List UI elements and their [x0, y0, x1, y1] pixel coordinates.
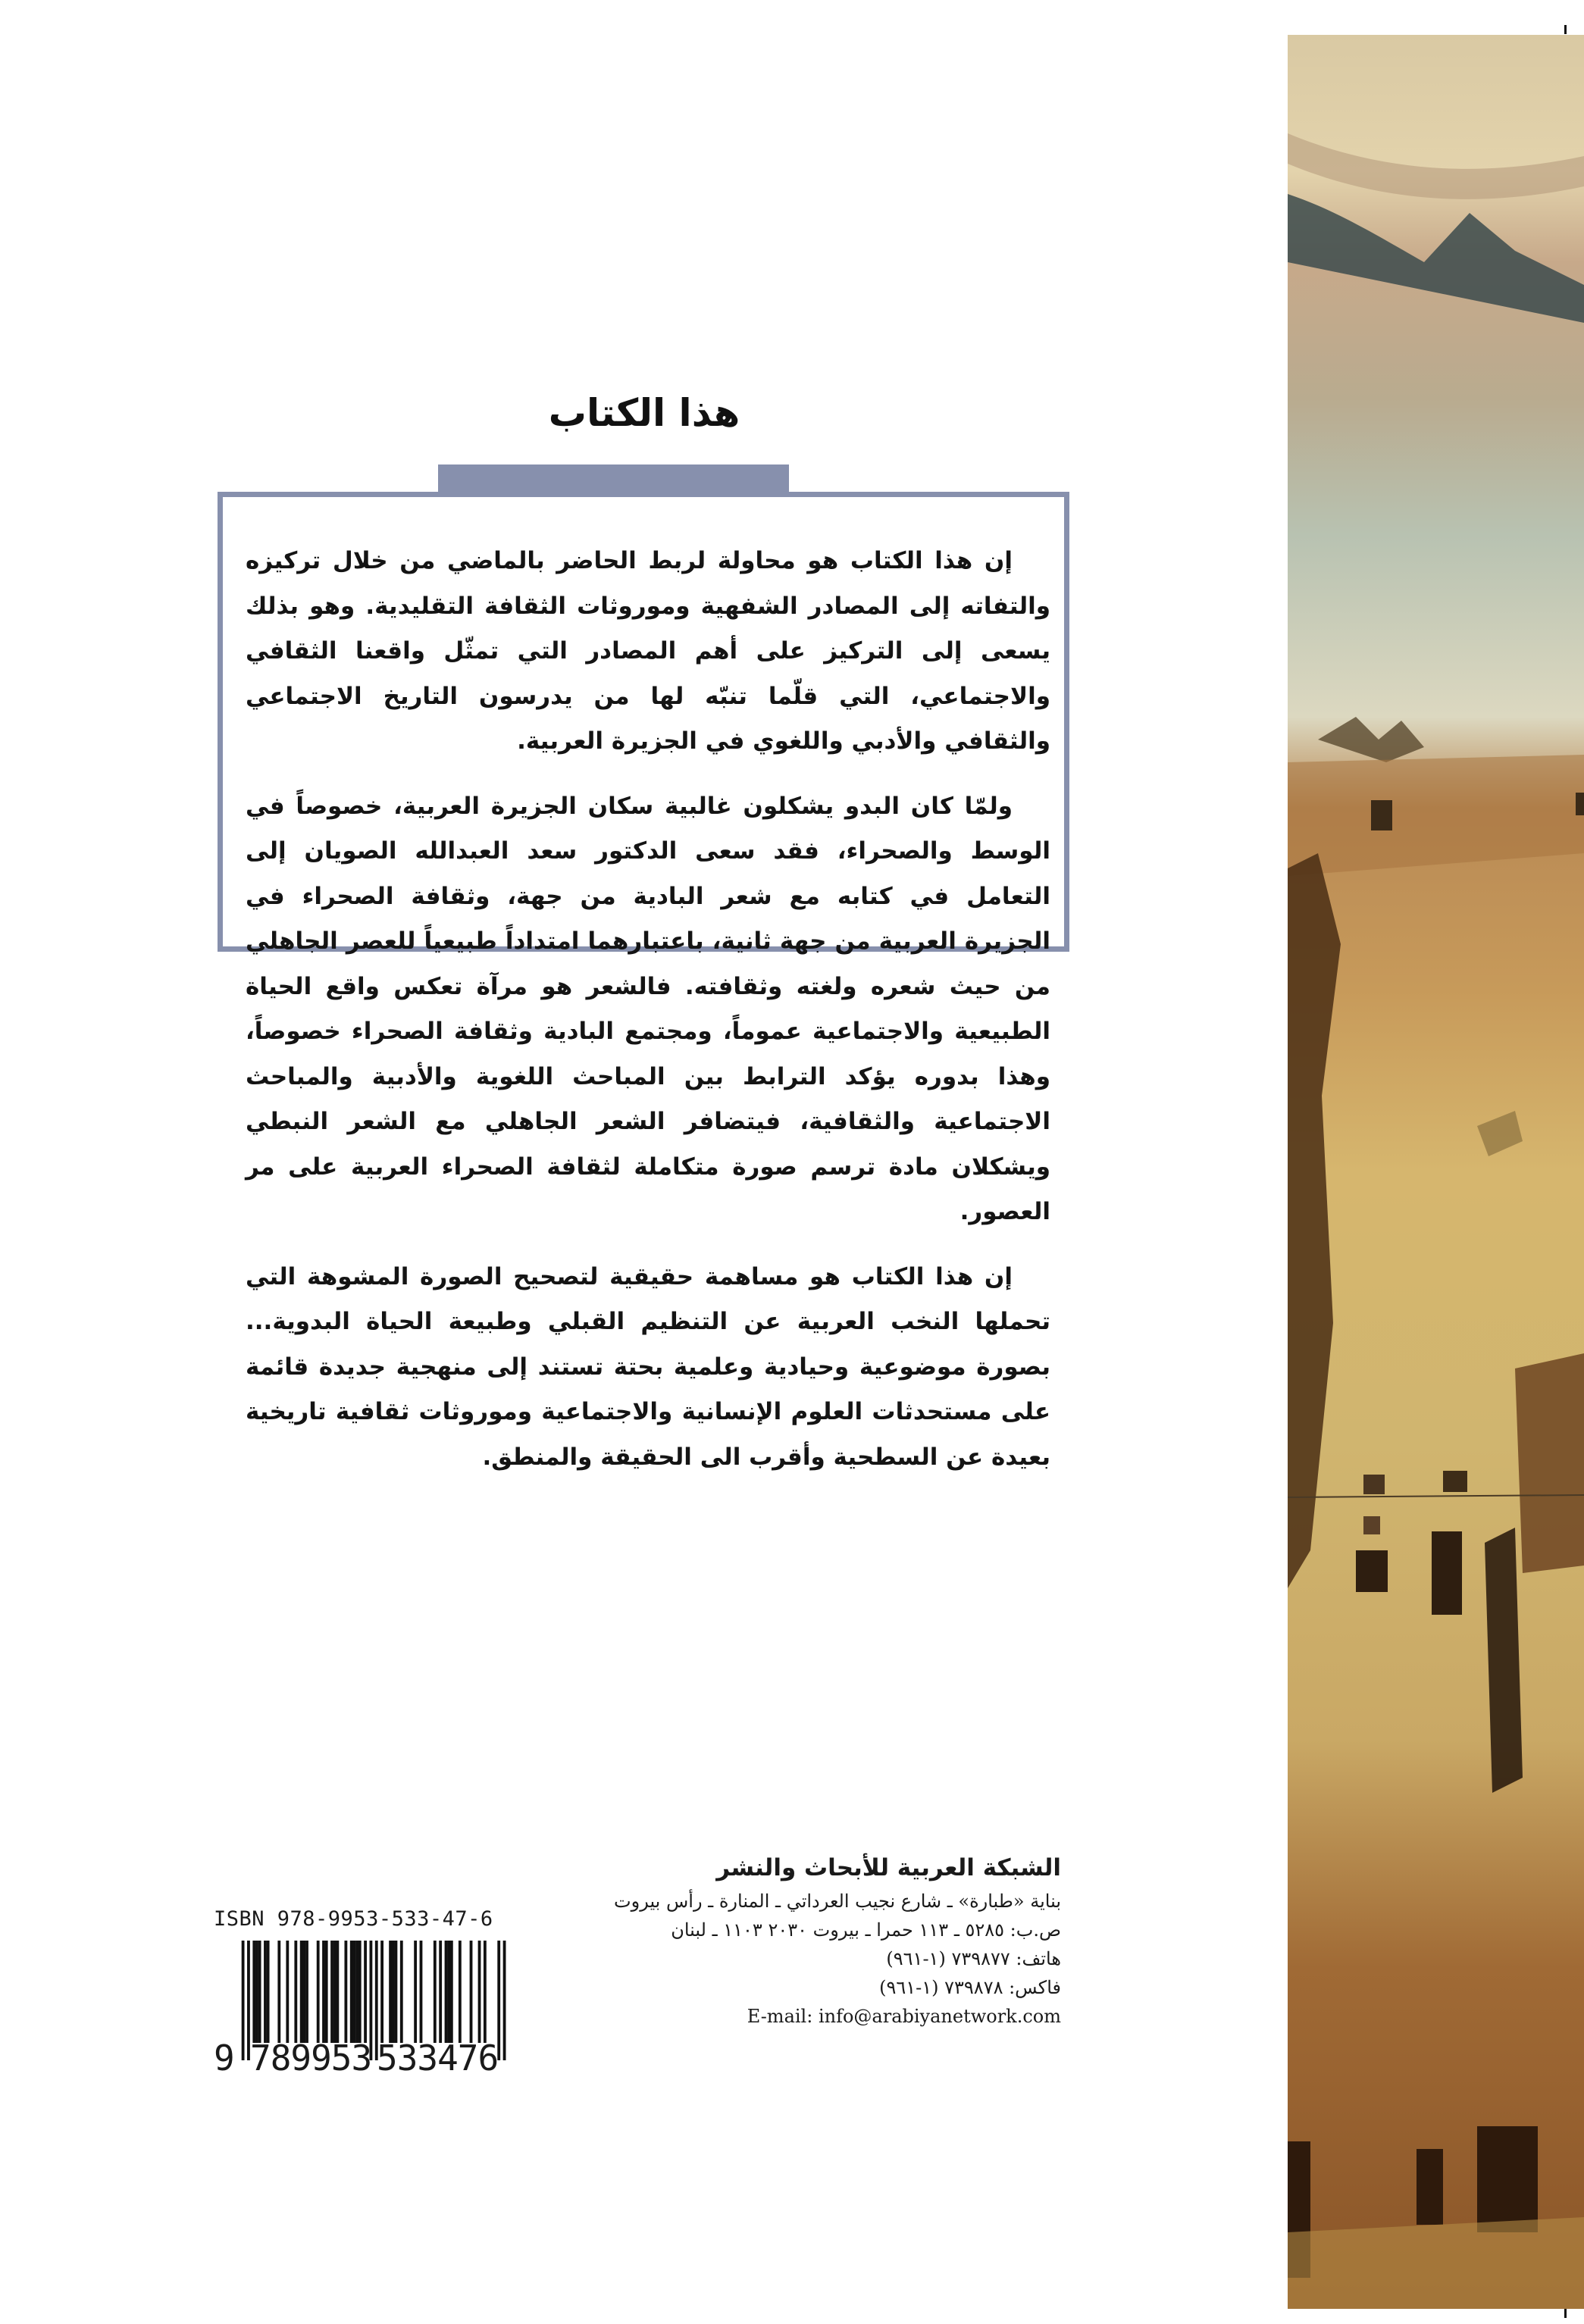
publisher-info: [614, 1849, 1061, 2031]
barcode-bar: [322, 1941, 325, 2043]
barcode-bar: [305, 1941, 308, 2043]
barcode-bar: [352, 1941, 355, 2043]
barcode-bar: [364, 1941, 367, 2043]
barcode-bar: [470, 1941, 473, 2043]
barcode-bar: [414, 1941, 417, 2043]
blurb-frame: [218, 492, 1069, 1471]
blurb-paragraph-1: إن هذا الكتاب هو محاولة لربط الحاضر بالماضي من خلال تركيزه والتفاته إلى المصادر الشفهية وموروثات الثقافة التقليدية. وهو بذلك يسعى إلى التركيز على أهم المصادر التي تمثّل واقعنا الثقافي والاجتماعي، التي قلّما تنبّه لها من يدرسون التاريخ الاجتماعي والثقافي والأدبي واللغوي في الجزيرة العربية.: [246, 547, 1050, 755]
barcode-bar: [336, 1941, 339, 2043]
barcode-bar: [380, 1941, 383, 2043]
barcode-bar: [258, 1941, 261, 2043]
publisher-phone: هاتف: ٧٣٩٨٧٧ (١-٩٦١): [886, 1948, 1061, 1969]
crop-mark-top: [1564, 25, 1567, 34]
publisher-email[interactable]: E-mail: info@arabiyanetwork.com: [747, 2006, 1061, 2027]
barcode-bar: [450, 1941, 453, 2043]
crop-mark-bottom: [1564, 2309, 1567, 2318]
barcode-bar: [392, 1941, 395, 2043]
barcode-bar: [434, 1941, 437, 2043]
barcode-bar: [267, 1941, 270, 2043]
barcode-bar: [344, 1941, 347, 2043]
barcode-bar: [264, 1941, 267, 2043]
barcode-bar: [358, 1941, 362, 2043]
section-title: هذا الكتاب: [548, 391, 740, 435]
barcode-first-digit: 9: [214, 2038, 235, 2078]
barcode-right-group: 533476: [377, 2038, 499, 2078]
barcode-digits: [214, 2038, 517, 2078]
blurb-text: [246, 539, 1050, 1480]
barcode-bar: [325, 1941, 328, 2043]
barcode-bar: [459, 1941, 462, 2043]
barcode-bar: [389, 1941, 392, 2043]
publisher-po-box: ص.ب: ٥٢٨٥ ـ ١١٣ حمرا ـ بيروت ٢٠٣٠ ١١٠٣ ـ لبنان: [671, 1919, 1061, 1941]
blurb-paragraph-3: إن هذا الكتاب هو مساهمة حقيقية لتصحيح الصورة المشوهة التي تحملها النخب العربية عن التنظيم القبلي وطبيعة الحياة البدوية... بصورة موضوعية وحيادية وعلمية بحتة تستند إلى منهجية جديدة قائمة على مستحدثات العلوم الإنسانية والاجتماعية وموروثات ثقافية تاريخية بعيدة عن السطحية وأقرب الى الحقيقة والمنطق.: [246, 1262, 1050, 1471]
barcode-bar: [350, 1941, 353, 2043]
barcode-bar: [286, 1941, 289, 2043]
barcode-bar: [333, 1941, 337, 2043]
barcode-bar: [478, 1941, 481, 2043]
barcode-bar: [300, 1941, 303, 2043]
barcode-left-group: 789953: [250, 2038, 372, 2078]
cover-flap-image: [1288, 35, 1584, 2309]
barcode-bar: [330, 1941, 333, 2043]
barcode-bar: [252, 1941, 255, 2043]
barcode-bar: [255, 1941, 258, 2043]
barcode-bar: [445, 1941, 448, 2043]
publisher-name: الشبكة العربية للأبحاث والنشر: [716, 1854, 1061, 1881]
barcode-bar: [484, 1941, 487, 2043]
barcode-bar: [447, 1941, 450, 2043]
barcode-bar: [420, 1941, 423, 2043]
barcode-bar: [395, 1941, 398, 2043]
publisher-address: بناية «طبارة» ـ شارع نجيب العرداتي ـ المنارة ـ رأس بيروت: [614, 1891, 1061, 1912]
barcode-bar: [355, 1941, 358, 2043]
blurb-paragraph-2: ولمّا كان البدو يشكلون غالبية سكان الجزيرة العربية، خصوصاً في الوسط والصحراء، فقد سعى الدكتور سعد العبدالله الصويان إلى التعامل في كتابه مع شعر البادية من جهة، وثقافة الصحراء في الجزيرة العربية من جهة ثانية، باعتبارهما امتداداً طبيعياً للعصر الجاهلي من حيث شعره ولغته وثقافته. فالشعر هو مرآة تعكس واقع الحياة الطبيعية والاجتماعية عموماً، ومجتمع البادية وثقافة الصحراء خصوصاً، وهذا بدوره يؤكد الترابط بين المباحث اللغوية والأدبية والمباحث الاجتماعية والثقافية، فيتضافر الشعر الجاهلي مع الشعر النبطي ويشكلان مادة ترسم صورة متكاملة لثقافة الصحراء العربية على مر العصور.: [246, 792, 1050, 1225]
barcode-bar: [317, 1941, 320, 2043]
barcode-bar: [400, 1941, 403, 2043]
desert-village-illustration: [1288, 35, 1584, 2309]
barcode-bar: [294, 1941, 297, 2043]
barcode-bar: [277, 1941, 280, 2043]
barcode-bar: [302, 1941, 305, 2043]
isbn-label: ISBN 978-9953-533-47-6: [214, 1907, 493, 1931]
barcode-bar: [439, 1941, 442, 2043]
publisher-fax: فاكس: ٧٣٩٨٧٨ (١-٩٦١): [879, 1977, 1061, 1998]
